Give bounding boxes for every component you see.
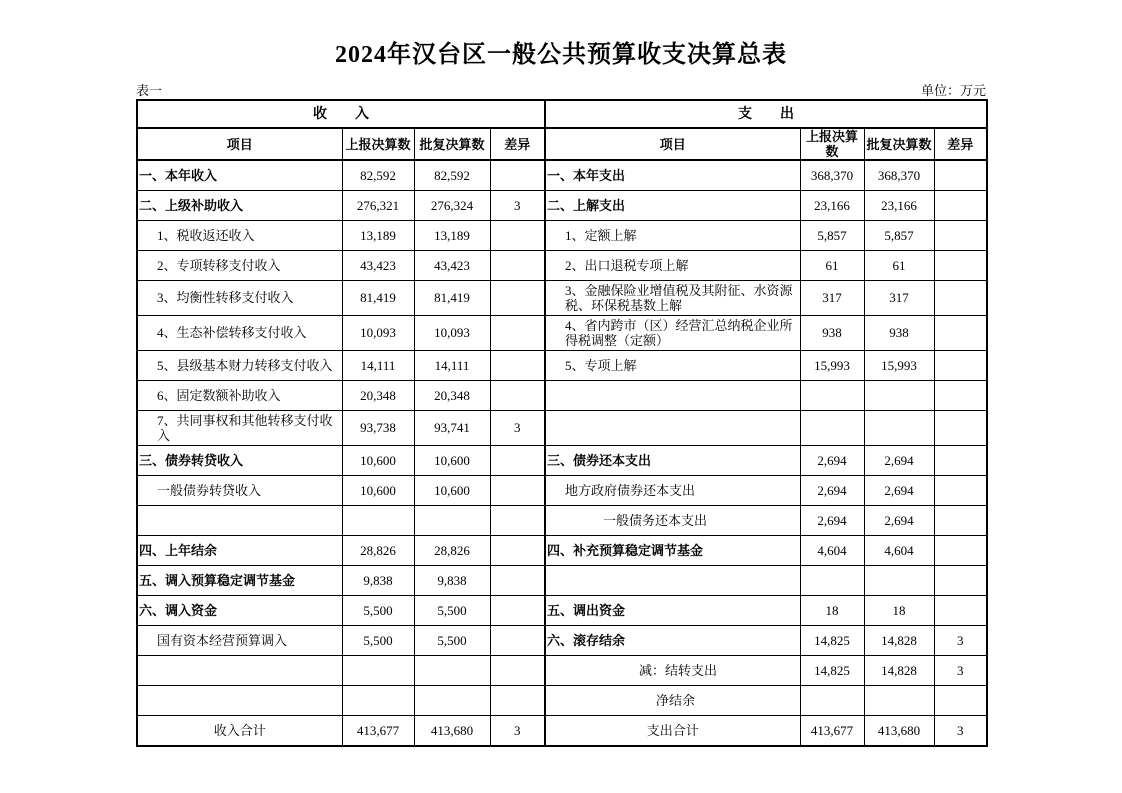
revenue-reported-cell: 5,500 [342,595,414,625]
table-row [137,715,987,746]
expenditure-diff-cell [934,685,987,715]
table-row [137,685,987,715]
expenditure-reported-cell [800,410,864,445]
expenditure-item-cell: 五、调出资金 [545,595,800,625]
revenue-approved-cell: 276,324 [414,190,490,220]
expenditure-reported-cell: 2,694 [800,475,864,505]
section-header-row [137,100,987,128]
revenue-col-approved: 批复决算数 [414,128,490,160]
expenditure-item-cell: 5、专项上解 [545,350,800,380]
revenue-item-cell: 收入合计 [137,715,342,746]
expenditure-col-approved: 批复决算数 [864,128,934,160]
revenue-approved-cell: 9,838 [414,565,490,595]
revenue-diff-cell [490,625,545,655]
revenue-reported-cell: 413,677 [342,715,414,746]
revenue-item-cell: 四、上年结余 [137,535,342,565]
revenue-item-cell: 5、县级基本财力转移支付收入 [137,350,342,380]
expenditure-diff-cell [934,565,987,595]
table-section [136,83,986,747]
revenue-approved-cell: 14,111 [414,350,490,380]
revenue-approved-cell: 81,419 [414,280,490,315]
revenue-reported-cell: 82,592 [342,160,414,190]
revenue-reported-cell: 10,600 [342,445,414,475]
expenditure-diff-cell [934,220,987,250]
expenditure-reported-cell [800,685,864,715]
expenditure-reported-cell: 18 [800,595,864,625]
expenditure-item-cell: 四、补充预算稳定调节基金 [545,535,800,565]
revenue-diff-cell [490,315,545,350]
expenditure-approved-cell [864,380,934,410]
expenditure-approved-cell [864,685,934,715]
revenue-approved-cell: 28,826 [414,535,490,565]
table-row [137,220,987,250]
revenue-diff-cell [490,280,545,315]
revenue-diff-cell [490,655,545,685]
table-row [137,380,987,410]
expenditure-diff-cell [934,595,987,625]
table-row [137,655,987,685]
revenue-reported-cell: 276,321 [342,190,414,220]
expenditure-approved-cell: 368,370 [864,160,934,190]
expenditure-item-cell: 减：结转支出 [545,655,800,685]
table-row [137,280,987,315]
expenditure-reported-cell [800,565,864,595]
revenue-approved-cell: 10,093 [414,315,490,350]
revenue-item-cell: 一、本年收入 [137,160,342,190]
revenue-approved-cell [414,685,490,715]
page-title: 2024年汉台区一般公共预算收支决算总表 [335,42,787,68]
expenditure-diff-cell [934,350,987,380]
expenditure-approved-cell: 14,828 [864,655,934,685]
revenue-reported-cell: 43,423 [342,250,414,280]
expenditure-diff-cell: 3 [934,715,987,746]
revenue-reported-cell: 13,189 [342,220,414,250]
expenditure-diff-cell [934,160,987,190]
revenue-col-diff: 差异 [490,128,545,160]
revenue-reported-cell: 10,093 [342,315,414,350]
table-row [137,410,987,445]
expenditure-approved-cell: 61 [864,250,934,280]
revenue-approved-cell: 13,189 [414,220,490,250]
expenditure-reported-cell [800,380,864,410]
expenditure-section-header: 支 出 [545,100,987,128]
expenditure-approved-cell: 2,694 [864,475,934,505]
expenditure-item-cell: 3、金融保险业增值税及其附征、水资源税、环保税基数上解 [545,280,800,315]
table-row [137,535,987,565]
expenditure-reported-cell: 2,694 [800,505,864,535]
revenue-item-cell [137,655,342,685]
revenue-approved-cell: 20,348 [414,380,490,410]
expenditure-approved-cell: 2,694 [864,505,934,535]
table-row [137,445,987,475]
revenue-diff-cell [490,565,545,595]
revenue-diff-cell [490,535,545,565]
expenditure-reported-cell: 14,825 [800,625,864,655]
revenue-diff-cell: 3 [490,715,545,746]
revenue-approved-cell: 10,600 [414,445,490,475]
table-row [137,190,987,220]
revenue-approved-cell: 82,592 [414,160,490,190]
revenue-item-cell: 2、专项转移支付收入 [137,250,342,280]
table-row [137,350,987,380]
expenditure-reported-cell: 4,604 [800,535,864,565]
revenue-reported-cell: 9,838 [342,565,414,595]
expenditure-item-cell: 二、上解支出 [545,190,800,220]
revenue-reported-cell: 93,738 [342,410,414,445]
expenditure-item-cell: 4、省内跨市（区）经营汇总纳税企业所得税调整（定额） [545,315,800,350]
expenditure-reported-cell: 5,857 [800,220,864,250]
expenditure-reported-cell: 938 [800,315,864,350]
expenditure-item-cell: 2、出口退税专项上解 [545,250,800,280]
revenue-reported-cell: 5,500 [342,625,414,655]
revenue-diff-cell [490,475,545,505]
table-row [137,565,987,595]
revenue-item-cell: 国有资本经营预算调入 [137,625,342,655]
sheet-label: 表一 [136,83,163,98]
expenditure-item-cell [545,565,800,595]
expenditure-reported-cell: 317 [800,280,864,315]
expenditure-reported-cell: 15,993 [800,350,864,380]
expenditure-reported-cell: 368,370 [800,160,864,190]
expenditure-col-diff: 差异 [934,128,987,160]
revenue-item-cell [137,685,342,715]
expenditure-approved-cell: 413,680 [864,715,934,746]
column-header-row [137,128,987,160]
revenue-diff-cell: 3 [490,190,545,220]
revenue-reported-cell [342,685,414,715]
revenue-diff-cell [490,220,545,250]
revenue-item-cell: 3、均衡性转移支付收入 [137,280,342,315]
table-row [137,250,987,280]
expenditure-approved-cell: 317 [864,280,934,315]
revenue-reported-cell: 28,826 [342,535,414,565]
expenditure-approved-cell: 938 [864,315,934,350]
revenue-approved-cell [414,505,490,535]
revenue-item-cell: 二、上级补助收入 [137,190,342,220]
expenditure-approved-cell [864,410,934,445]
revenue-approved-cell: 5,500 [414,625,490,655]
revenue-item-cell [137,505,342,535]
revenue-diff-cell [490,160,545,190]
revenue-approved-cell: 43,423 [414,250,490,280]
revenue-reported-cell [342,505,414,535]
revenue-item-cell: 7、共同事权和其他转移支付收入 [137,410,342,445]
expenditure-approved-cell: 4,604 [864,535,934,565]
revenue-diff-cell [490,445,545,475]
expenditure-item-cell: 净结余 [545,685,800,715]
revenue-item-cell: 一般债券转贷收入 [137,475,342,505]
table-row [137,505,987,535]
budget-table [136,99,988,747]
revenue-col-item: 项目 [137,128,342,160]
expenditure-item-cell: 一般债务还本支出 [545,505,800,535]
revenue-approved-cell: 5,500 [414,595,490,625]
expenditure-item-cell: 一、本年支出 [545,160,800,190]
unit-label: 单位：万元 [920,83,986,98]
expenditure-reported-cell: 23,166 [800,190,864,220]
expenditure-diff-cell [934,475,987,505]
expenditure-diff-cell: 3 [934,655,987,685]
revenue-approved-cell [414,655,490,685]
revenue-diff-cell [490,595,545,625]
table-meta [136,83,986,98]
expenditure-diff-cell [934,505,987,535]
expenditure-reported-cell: 61 [800,250,864,280]
revenue-diff-cell [490,685,545,715]
revenue-approved-cell: 93,741 [414,410,490,445]
revenue-diff-cell: 3 [490,410,545,445]
expenditure-approved-cell [864,565,934,595]
expenditure-reported-cell: 413,677 [800,715,864,746]
expenditure-reported-cell: 14,825 [800,655,864,685]
revenue-diff-cell [490,250,545,280]
expenditure-diff-cell [934,535,987,565]
table-row [137,160,987,190]
expenditure-approved-cell: 15,993 [864,350,934,380]
expenditure-approved-cell: 5,857 [864,220,934,250]
revenue-item-cell: 6、固定数额补助收入 [137,380,342,410]
expenditure-col-reported: 上报决算数 [800,128,864,160]
expenditure-diff-cell [934,250,987,280]
revenue-item-cell: 五、调入预算稳定调节基金 [137,565,342,595]
revenue-item-cell: 六、调入资金 [137,595,342,625]
expenditure-diff-cell: 3 [934,625,987,655]
expenditure-approved-cell: 14,828 [864,625,934,655]
revenue-diff-cell [490,350,545,380]
expenditure-approved-cell: 23,166 [864,190,934,220]
expenditure-item-cell: 六、滚存结余 [545,625,800,655]
revenue-col-reported: 上报决算数 [342,128,414,160]
table-row [137,315,987,350]
expenditure-approved-cell: 18 [864,595,934,625]
table-row [137,595,987,625]
revenue-approved-cell: 413,680 [414,715,490,746]
expenditure-item-cell: 1、定额上解 [545,220,800,250]
revenue-reported-cell: 81,419 [342,280,414,315]
revenue-item-cell: 三、债券转贷收入 [137,445,342,475]
expenditure-item-cell: 三、债券还本支出 [545,445,800,475]
revenue-diff-cell [490,505,545,535]
expenditure-item-cell [545,380,800,410]
expenditure-col-item: 项目 [545,128,800,160]
revenue-item-cell: 4、生态补偿转移支付收入 [137,315,342,350]
revenue-reported-cell: 14,111 [342,350,414,380]
expenditure-diff-cell [934,410,987,445]
expenditure-diff-cell [934,380,987,410]
revenue-item-cell: 1、税收返还收入 [137,220,342,250]
revenue-reported-cell: 20,348 [342,380,414,410]
expenditure-diff-cell [934,280,987,315]
expenditure-item-cell [545,410,800,445]
expenditure-item-cell: 支出合计 [545,715,800,746]
expenditure-reported-cell: 2,694 [800,445,864,475]
table-row [137,625,987,655]
table-body [137,160,987,746]
table-row [137,475,987,505]
revenue-section-header: 收 入 [137,100,545,128]
expenditure-item-cell: 地方政府债券还本支出 [545,475,800,505]
revenue-diff-cell [490,380,545,410]
revenue-reported-cell [342,655,414,685]
expenditure-diff-cell [934,445,987,475]
expenditure-diff-cell [934,315,987,350]
revenue-reported-cell: 10,600 [342,475,414,505]
expenditure-approved-cell: 2,694 [864,445,934,475]
expenditure-diff-cell [934,190,987,220]
revenue-approved-cell: 10,600 [414,475,490,505]
